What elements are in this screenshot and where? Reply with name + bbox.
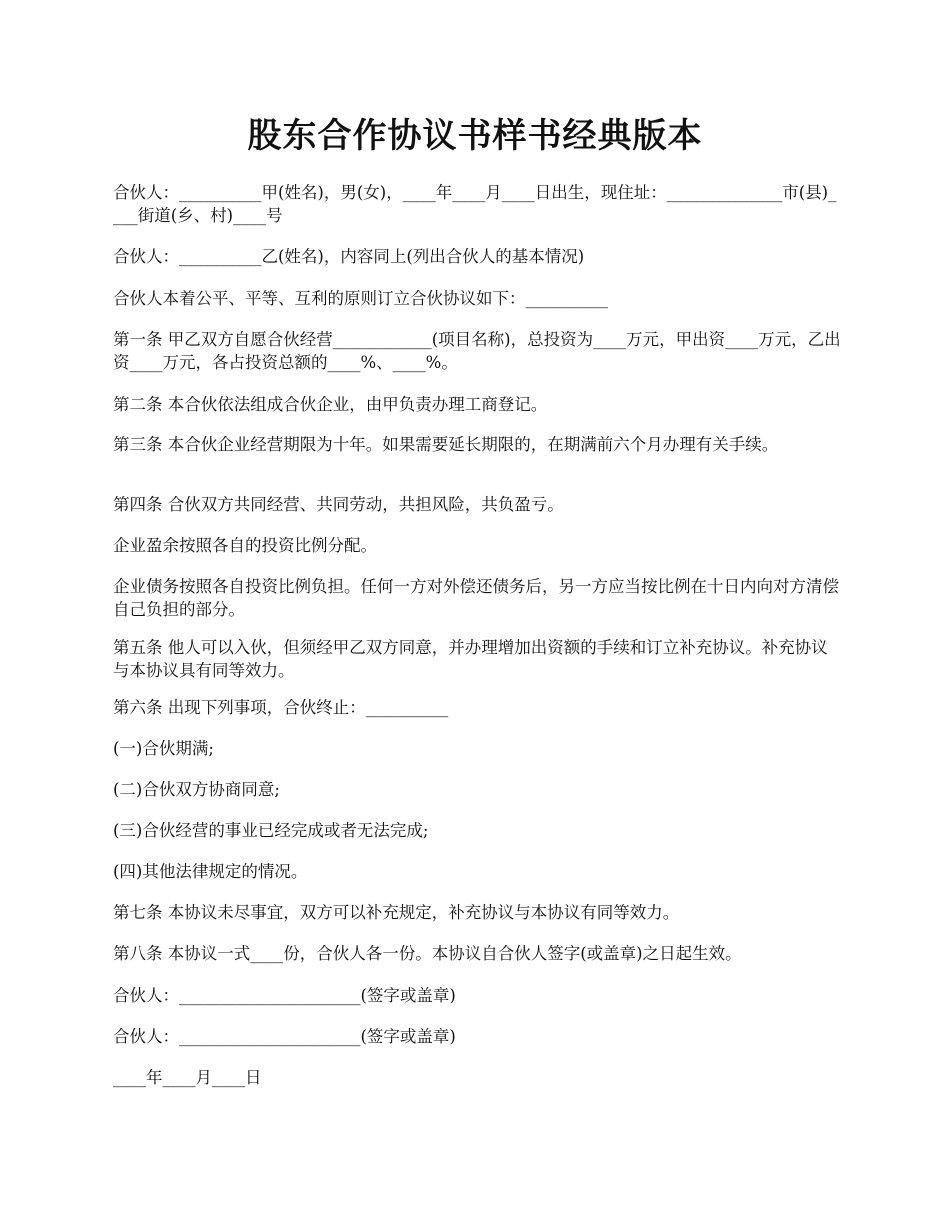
termination-item-3: (三)合伙经营的事业已经完成或者无法完成; <box>113 821 429 840</box>
partner-b-info: 合伙人：__________乙(姓名)，内容同上(列出合伙人的基本情况) <box>113 247 585 266</box>
article-5: 第五条 他人可以入伙，但须经甲乙双方同意，并办理增加出资额的手续和订立补充协议。补充协议与本协议具有同等效力。 <box>113 638 828 680</box>
article-7: 第七条 本协议未尽事宜，双方可以补充规定，补充协议与本协议有同等效力。 <box>113 903 680 922</box>
signature-line-1: 合伙人：______________________(签字或盖章) <box>113 986 456 1005</box>
signature-line-2: 合伙人：______________________(签字或盖章) <box>113 1027 456 1046</box>
termination-item-2: (二)合伙双方协商同意; <box>113 780 280 799</box>
partner-a-info: 合伙人：__________甲(姓名)，男(女)，____年____月____日出生，现住址：______________市(县)____街道(乡、村)____号 <box>113 183 837 225</box>
agreement-intro: 合伙人本着公平、平等、互利的原则订立合伙协议如下：__________ <box>113 289 608 308</box>
article-2: 第二条 本合伙依法组成合伙企业，由甲负责办理工商登记。 <box>113 395 548 414</box>
article-8: 第八条 本协议一式____份，合伙人各一份。本协议自合伙人签字(或盖章)之日起生效。 <box>113 944 742 963</box>
article-1: 第一条 甲乙双方自愿合伙经营____________(项目名称)，总投资为____万元，甲出资____万元，乙出资____万元，各占投资总额的____%、____%。 <box>113 330 841 372</box>
termination-item-1: (一)合伙期满; <box>113 739 214 758</box>
profit-distribution: 企业盈余按照各自的投资比例分配。 <box>113 536 377 555</box>
document-title: 股东合作协议书样书经典版本 <box>247 116 703 156</box>
article-6: 第六条 出现下列事项，合伙终止：__________ <box>113 698 449 717</box>
termination-item-4: (四)其他法律规定的情况。 <box>113 862 308 881</box>
debt-responsibility: 企业债务按照各自投资比例负担。任何一方对外偿还债务后，另一方应当按比例在十日内向对方清偿自己负担的部分。 <box>113 577 839 619</box>
article-4: 第四条 合伙双方共同经营、共同劳动，共担风险，共负盈亏。 <box>113 495 564 514</box>
article-3: 第三条 本合伙企业经营期限为十年。如果需要延长期限的，在期满前六个月办理有关手续。 <box>113 435 779 454</box>
date-line: ____年____月____日 <box>113 1068 262 1087</box>
